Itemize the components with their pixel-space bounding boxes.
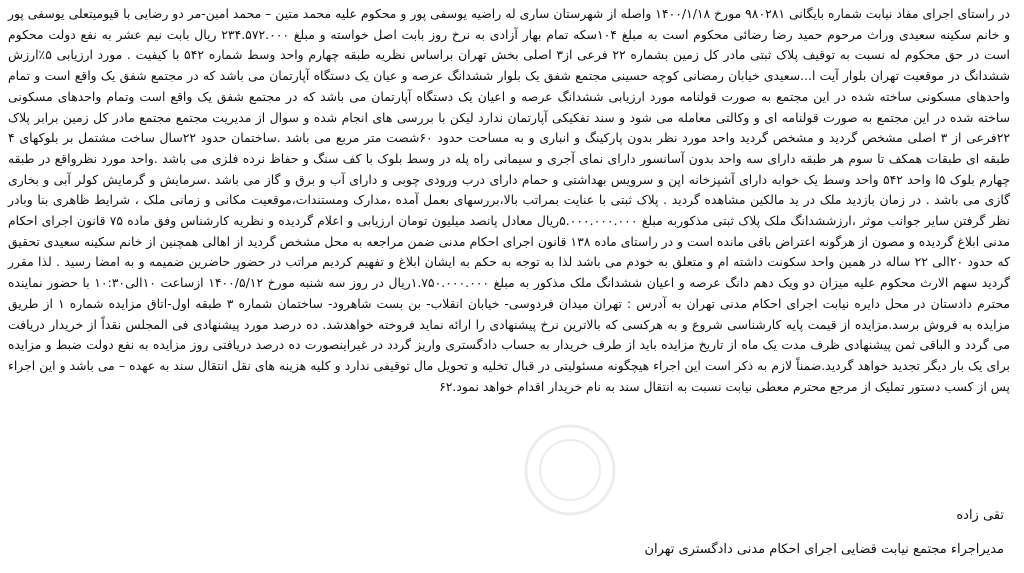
signer-name: تقی زاده [956, 508, 1004, 523]
court-seal-watermark [430, 420, 710, 520]
notice-paragraph: در راستای اجرای مفاد نیابت شماره بایگانی ۹۸۰۲۸۱ مورخ ۱۴۰۰/۱/۱۸ واصله از شهرستان ساری له راضیه یوسفی پور و محکوم علیه محمد متین – محمد امین-مر دو رضایی با قیومیتعلی یوسفی پور و خانم سکینه سعیدی وراث مرحوم حمید رضا رضائی محکوم است به مبلغ ۱۰۴سکه تمام بهار آزادی به نرخ روز بابت اصل خواسته و مبلغ ۲۳۴.۵۷۲.۰۰۰ ریال بابت نیم عشر به نفع دولت محکوم است در حق محکوم له نسبت به توقیف پلاک ثبتی مادر کل زمین بشماره ۲۲ فرعی از۳ اصلی بخش تهران براساس نظریه طبقه چهارم واحد وسط شماره ۵۴۲ با کیفیت . مورد ارزیابی ۵٪ارزش ششدانگ در موقعیت تهران بلوار آیت ا...سعیدی خیابان رمضانی کوچه حسینی مجتمع شفق یک بلوار ششدانگ عرصه و عیان یک دستگاه آپارتمان می باشد که در مجتمع شفق یک واقع است و تمام واحدهای مسکونی ساخته شده در این مجتمع به صورت قولنامه مورد ارزیابی ششدانگ عرصه و اعیان یک دستگاه آپارتمان می باشد که در مجتمع شفق یک واقع است وتمام واحدهای مسکونی ساخته شده در این مجتمع به صورت قولنامه ای و وکالتی معامله می شود و سند تفکیکی آپارتمان ندارد لیکن با بررسی های انجام شده و سوال از مدیریت مجتمع مجتمع مادر کل زمین برابر پلاک ۲۲فرعی از ۳ اصلی مشخص گردید و مشخص گردید واحد مورد نظر بدون پارکینگ و انباری و به مساحت حدود ۶۰شصت متر مربع می باشد .ساختمان حدود ۲۲سال ساخت مشتمل بر بلوکهای ۴ طبقه ای طبقات همکف تا سوم هر طبقه دارای سه واحد بدون آسانسور دارای نمای آجری و سیمانی راه پله در وسط بلوک با کف سنگ و حفاظ نرده فلزی می باشد .واحد مورد نظرواقع در طبقه چهارم بلوک ۵ا واحد ۵۴۲ واحد وسط یک خوابه دارای آشپزخانه اپن و سرویس بهداشتی و حمام دارای درب ورودی چوبی و دارای آب و برق و گاز می باشد .سرمایش و گرمایش کولر آبی و بخاری گازی می باشد . در زمان بازدید ملک در ید مالکین مشاهده گردید . پلاک ثبتی با عنایت بمراتب بالا،بررسهای بعمل آمده ،مدارک ومستندات،موقعیت مکانی و زمانی ملک ، شرایط ظاهری بنا وبادر نظر گرفتن سایر جوانب موثر ،ارزششدانگ ملک پلاک ثبتی مذکوربه مبلغ ۵.۰۰۰.۰۰۰.۰۰۰ریال معادل پانصد میلیون تومان ارزیابی و اعلام گردیده و نظریه کارشناس وفق ماده ۷۵ قانون اجرای احکام مدنی ابلاغ گردیده و مصون از هرگونه اعتراض باقی مانده است و در راستای ماده ۱۳۸ قانون اجرای احکام مدنی ضمن مراجعه به محل مشخص گردید از اهالی همچنین از خانم سکینه سعیدی تحقیق که حدود ۲۰الی ۲۲ ساله در همین واحد سکونت داشته ام و متعلق به خودم می باشد لذا به توجه به حکم به ایشان ابلاغ و تفهیم کردیم مراتب در حضور حاضرین ضمیمه و به امضا رسید . لذا مقرر گردید سهم الارث محکوم علیه میزان دو ویک دهم دانگ عرصه و اعیان ششدانگ ملک مذکور به مبلغ ۱.۷۵۰.۰۰۰.۰۰۰ریال در روز سه شنبه مورخ ۱۴۰۰/۵/۱۲ ازساعت ۱۰الی۱۰:۳۰ با حضور نماینده محترم دادستان در محل دایره نیابت اجرای احکام مدنی تهران به آدرس : تهران میدان فردوسی- خیابان انقلاب- بن بست شاهرود- ساختمان شماره ۳ طبقه اول-اتاق مزایده شماره ۱ از طریق مزایده به فروش برسد.مزایده از قیمت پایه کارشناسی شروع و به هرکسی که بالاترین نرخ پیشنهادی را ارائه نماید فروخته خواهدشد. ده درصد مورد پیشنهادی فی المجلس نقداً از خریدار دریافت می گردد و الباقی ثمن پیشنهادی ظرف مدت یک ماه از تاریخ مزایده باید از طرف خریدار به حساب دادگستری واریز گردد در غیراینصورت ده درصد دریافتی روز مزایده به نفع دولت ضبط و مزایده برای یک بار دیگر تجدید خواهد گردید.ضمناً لازم به ذکر است این اجراء هیچگونه مسئولیتی در قبال تخلیه و تحویل مال توقیفی ندارد و کلیه هزینه های نقل انتقال سند به عهده – می باشد و این اجراء پس از کسب دستور تملیک از مرجع محترم معطی نیابت نسبت به انتقال سند به نام خریدار اقدام خواهد نمود.۶۲ [8, 6, 1010, 394]
signer-title: مدیراجراء مجتمع نیابت قضایی اجرای احکام مدنی دادگستری تهران [644, 542, 1004, 557]
